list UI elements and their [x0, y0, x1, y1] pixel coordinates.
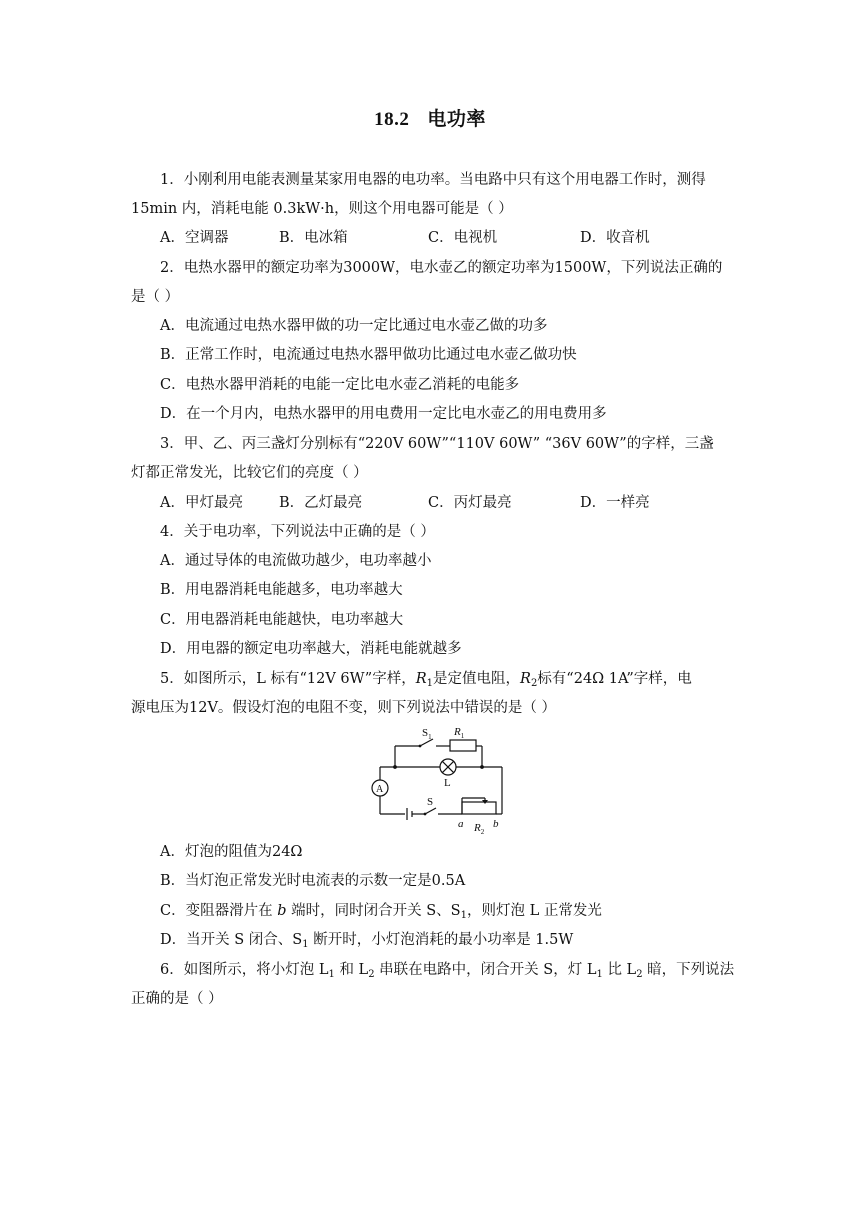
ammeter-label: A [376, 784, 384, 795]
q5-option-d: D．当开关 S 闭合、$S_1$ 断开时，小灯泡消耗的最小功率是 1.5W [160, 932, 574, 950]
q1-option-a: A．空调器 [160, 230, 229, 246]
q1-option-d: D．收音机 [580, 230, 650, 246]
section-title: 电功率 [427, 108, 486, 130]
page-title [0, 104, 860, 131]
q3-option-c: C．丙灯最亮 [428, 495, 512, 511]
q1-option-c: C．电视机 [428, 230, 498, 246]
q2-option-c: C．电热水器甲消耗的电能一定比电水壶乙消耗的电能多 [160, 377, 520, 393]
q1-stem-line1: 1．小刚利用电能表测量某家用电器的电功率。当电路中只有这个用电器工作时，测得 [160, 172, 706, 188]
q3-option-a: A．甲灯最亮 [160, 495, 243, 511]
circuit-diagram [378, 724, 508, 836]
q3-option-d: D．一样亮 [580, 495, 650, 511]
q2-option-d: D．在一个月内，电热水器甲的用电费用一定比电水壶乙的用电费用多 [160, 406, 607, 422]
lamp-label: L [444, 777, 451, 789]
q2-stem-line2: 是（ ） [131, 289, 180, 305]
q5-stem-line2: 源电压为12V。假设灯泡的电阻不变，则下列说法中错误的是（ ） [131, 700, 557, 716]
q4-stem: 4．关于电功率，下列说法中正确的是（ ） [160, 524, 435, 540]
q4-option-b: B．用电器消耗电能越多，电功率越大 [160, 582, 403, 598]
q6-stem-line1: 6．如图所示，将小灯泡 $L_1$ 和 $L_2$ 串联在电路中，闭合开关 S，灯 $L_1$ 比 $L_2$ 暗，下列说法 [160, 962, 735, 980]
q5-option-b: B．当灯泡正常发光时电流表的示数一定是0.5A [160, 873, 466, 889]
q5-option-c: C．变阻器滑片在 b 端时，同时闭合开关 S、$S_1$，则灯泡 L 正常发光 [160, 903, 602, 921]
q5-stem-line1: 5．如图所示，L 标有“12V 6W”字样，$R_1$是定值电阻，$R_2$标有“24Ω 1A”字样，电 [160, 671, 692, 689]
q4-option-a: A．通过导体的电流做功越少，电功率越小 [160, 553, 432, 569]
q4-option-d: D．用电器的额定电功率越大，消耗电能就越多 [160, 641, 462, 657]
r1-label: $R_1$ [454, 726, 465, 740]
switch-label: S [427, 796, 434, 808]
rheostat-end-b: b [493, 818, 499, 830]
q5-option-a: A．灯泡的阻值为24Ω [160, 844, 303, 860]
q1-option-b: B．电冰箱 [279, 230, 348, 246]
q2-option-a: A．电流通过电热水器甲做的功一定比通过电水壶乙做的功多 [160, 318, 548, 334]
q3-option-b: B．乙灯最亮 [279, 495, 363, 511]
q4-option-c: C．用电器消耗电能越快，电功率越大 [160, 612, 404, 628]
q3-stem-line1: 3．甲、乙、丙三盏灯分别标有“220V 60W”“110V 60W” “36V 60W”的字样，三盏 [160, 436, 714, 452]
q1-stem-line2: 15min 内，消耗电能 0.3kW·h，则这个用电器可能是（ ） [131, 201, 513, 217]
s1-label: $S_1$ [422, 727, 432, 741]
rheostat-end-a: a [458, 818, 464, 830]
section-number: 18.2 [374, 109, 410, 130]
r2-label: $R_2$ [474, 822, 485, 836]
q6-stem-line2: 正确的是（ ） [131, 991, 223, 1007]
q3-stem-line2: 灯都正常发光，比较它们的亮度（ ） [131, 465, 368, 481]
q2-option-b: B．正常工作时，电流通过电热水器甲做功比通过电水壶乙做功快 [160, 347, 577, 363]
q2-stem-line1: 2．电热水器甲的额定功率为3000W，电水壶乙的额定功率为1500W，下列说法正确的 [160, 260, 723, 276]
